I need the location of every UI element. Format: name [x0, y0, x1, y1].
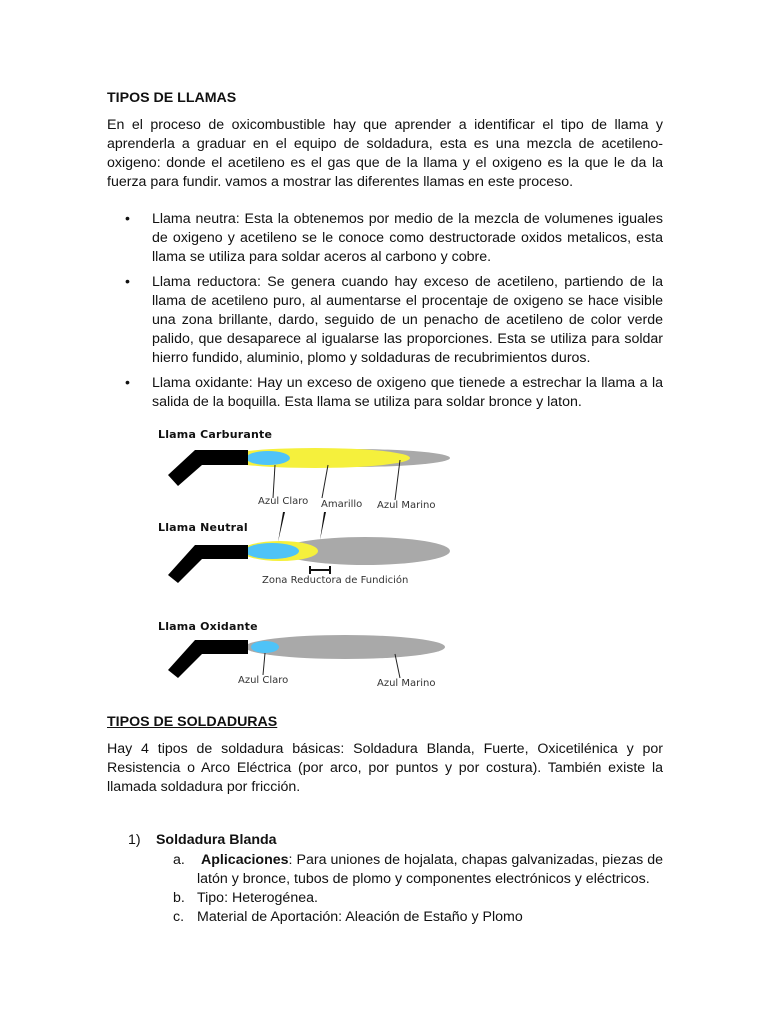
section-title-tipos-de-soldaduras: TIPOS DE SOLDADURAS [107, 714, 278, 730]
sub-item-tipo [173, 889, 663, 908]
diagram-title-carburante: Llama Carburante [158, 428, 273, 441]
sub-item-letter: c. [173, 909, 185, 925]
list-item-text: Llama reductora: Se genera cuando hay exceso de acetileno, partiendo de la llama de acetileno puro, al aumentarse el procentaje de oxigeno se hace visible una zona brillante, dardo, seguido de un penacho de acetileno de color verde palido, que desaparece al igualarse las proporciones. Esta se utiliza para soldar hierro fundido, aluminio, plomo y soldaduras de recubrimientos duros. [152, 274, 663, 366]
label-amarillo: Amarillo [321, 499, 363, 510]
flame-oxidante [168, 635, 445, 678]
item-title: Soldadura Blanda [155, 832, 277, 848]
label-azul-claro: Azul Claro [258, 496, 309, 507]
sub-item-letter: a. [173, 852, 185, 868]
sub-item-text: : Para uniones de hojalata, chapas galvanizadas, piezas de latón y bronce, tubos de plomo y componentes electrónicos y eléctricos. [197, 852, 663, 887]
list-item-text: Llama oxidante: Hay un exceso de oxigeno que tienede a estrechar la llama a la salida de la boquilla. Esta llama se utiliza para soldar bronce y laton. [152, 375, 663, 410]
list-item-text: Llama neutra: Esta la obtenemos por medio de la mezcla de volumenes iguales de oxigeno y acetileno se le conoce como destructorade oxidos metalicos, esta llama se utiliza para soldar aceros al carbono y cobre. [152, 211, 663, 265]
item-number: 1) [128, 832, 141, 848]
torch-nozzle [168, 450, 248, 486]
flame-carburante [168, 448, 450, 486]
flame-light-blue-cone [251, 641, 279, 653]
pointer-spike [320, 512, 326, 540]
bullet-icon: • [125, 375, 130, 391]
label-azul-marino: Azul Marino [377, 500, 436, 511]
pointer-spike [278, 512, 285, 542]
bullet-icon: • [125, 274, 130, 290]
pointer-line [263, 653, 265, 675]
sub-item-material [173, 908, 663, 927]
list-item-llama-neutra [107, 210, 663, 267]
pointer-line [395, 654, 400, 678]
torch-nozzle [168, 545, 248, 583]
sub-item-letter: b. [173, 890, 185, 906]
sub-item-label: Aplicaciones [201, 852, 289, 868]
label-azul-marino: Azul Marino [377, 678, 436, 689]
flame-types-list [107, 210, 663, 412]
list-item-llama-oxidante [107, 374, 663, 412]
label-zona-reductora: Zona Reductora de Fundición [262, 575, 409, 586]
flame-light-blue-cone [246, 451, 290, 465]
flame-diagram-svg [150, 420, 455, 705]
sub-item-text: Material de Aportación: Aleación de Estaño y Plomo [197, 909, 523, 925]
list-item-llama-reductora [107, 273, 663, 368]
soldadura-blanda-details [173, 851, 663, 927]
pointer-line [273, 465, 275, 498]
diagram-title-oxidante: Llama Oxidante [158, 620, 258, 633]
sub-item-text: Tipo: Heterogénea. [197, 890, 318, 906]
numbered-item-soldadura-blanda [128, 832, 277, 848]
section-title-tipos-de-llamas: TIPOS DE LLAMAS [107, 90, 237, 106]
soldaduras-intro-paragraph: Hay 4 tipos de soldadura básicas: Soldadura Blanda, Fuerte, Oxicetilénica y por Resistencia o Arco Eléctrica (por arco, por puntos y por costura). También existe la llamada soldadura por fricción. [107, 741, 663, 795]
flame-types-diagram [150, 420, 455, 705]
torch-nozzle [168, 640, 248, 678]
intro-paragraph: En el proceso de oxicombustible hay que aprender a identificar el tipo de llama y aprenderla a graduar en el equipo de soldadura, esta es una mezcla de acetileno-oxigeno: donde el acetileno es el gas que de la llama y el oxigeno es la que le da la fuerza para fundir. vamos a mostrar las diferentes llamas en este proceso. [107, 117, 663, 190]
label-azul-claro: Azul Claro [238, 675, 289, 686]
bullet-icon: • [125, 211, 130, 227]
flame-light-blue-cone [245, 543, 299, 559]
sub-item-aplicaciones [173, 851, 663, 889]
pointer-line [322, 465, 328, 498]
diagram-title-neutral: Llama Neutral [158, 521, 248, 534]
